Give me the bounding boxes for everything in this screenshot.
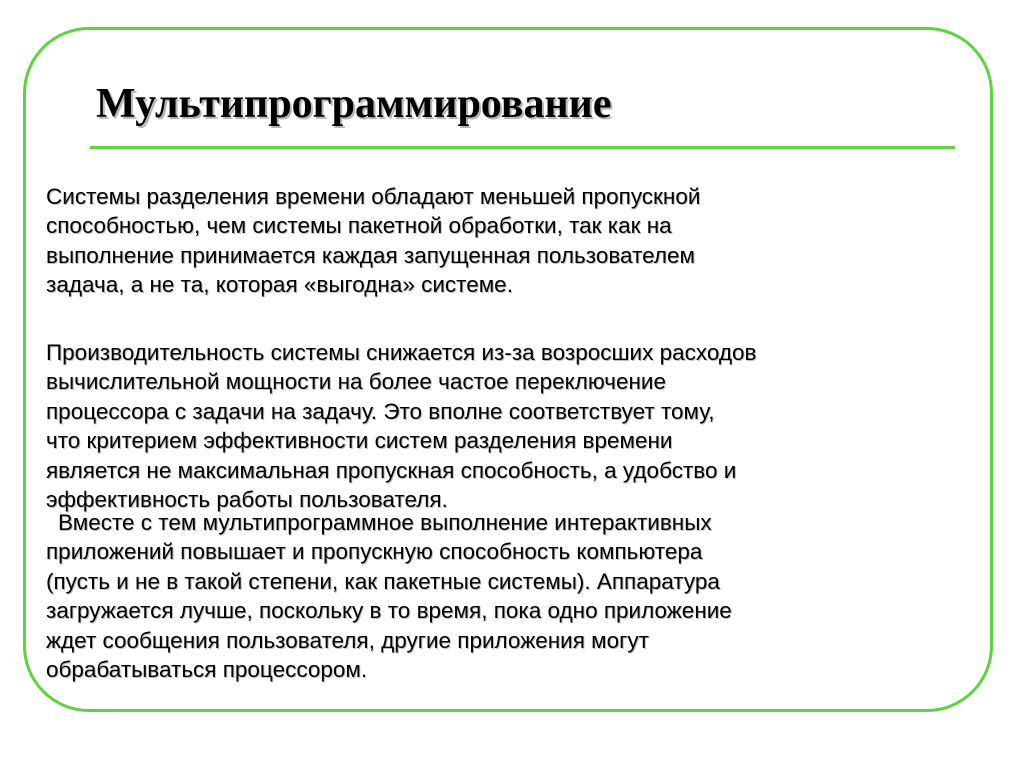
paragraph-line: выполнение принимается каждая запущенная пользователем	[46, 242, 695, 268]
paragraph-line: обрабатываться процессором.	[46, 657, 368, 683]
paragraph-performance	[46, 338, 757, 514]
paragraph-line: процессора с задачи на задачу. Это вполне соответствует тому,	[46, 398, 715, 424]
paragraph-line: является не максимальная пропускная способность, а удобство и	[46, 457, 737, 483]
slide-title: Мультипрограммирование	[96, 81, 612, 127]
paragraph-line: способностью, чем системы пакетной обработки, так как на	[46, 213, 672, 239]
paragraph-interactive	[46, 508, 732, 684]
title-underline	[90, 146, 955, 149]
paragraph-line: задача, а не та, которая «выгодна» системе.	[46, 272, 513, 298]
paragraph-line: (пусть и не в такой степени, как пакетные системы). Аппаратура	[46, 568, 720, 594]
paragraph-line: эффективность работы пользователя.	[46, 487, 448, 513]
paragraph-line: приложений повышает и пропускную способность компьютера	[46, 539, 703, 565]
paragraph-line: Производительность системы снижается из-за возросших расходов	[46, 340, 757, 365]
paragraph-line: Системы разделения времени обладают меньшей пропускной	[46, 184, 701, 209]
paragraph-line: что критерием эффективности систем разделения времени	[46, 428, 673, 454]
paragraph-line: Вместе с тем мультипрограммное выполнение интерактивных	[58, 510, 712, 535]
paragraph-line: загружается лучше, поскольку в то время, пока одно приложение	[46, 598, 732, 624]
paragraph-line: ждет сообщения пользователя, другие приложения могут	[46, 627, 649, 653]
paragraph-throughput	[46, 182, 700, 300]
paragraph-line: вычислительной мощности на более частое переключение	[46, 369, 666, 395]
